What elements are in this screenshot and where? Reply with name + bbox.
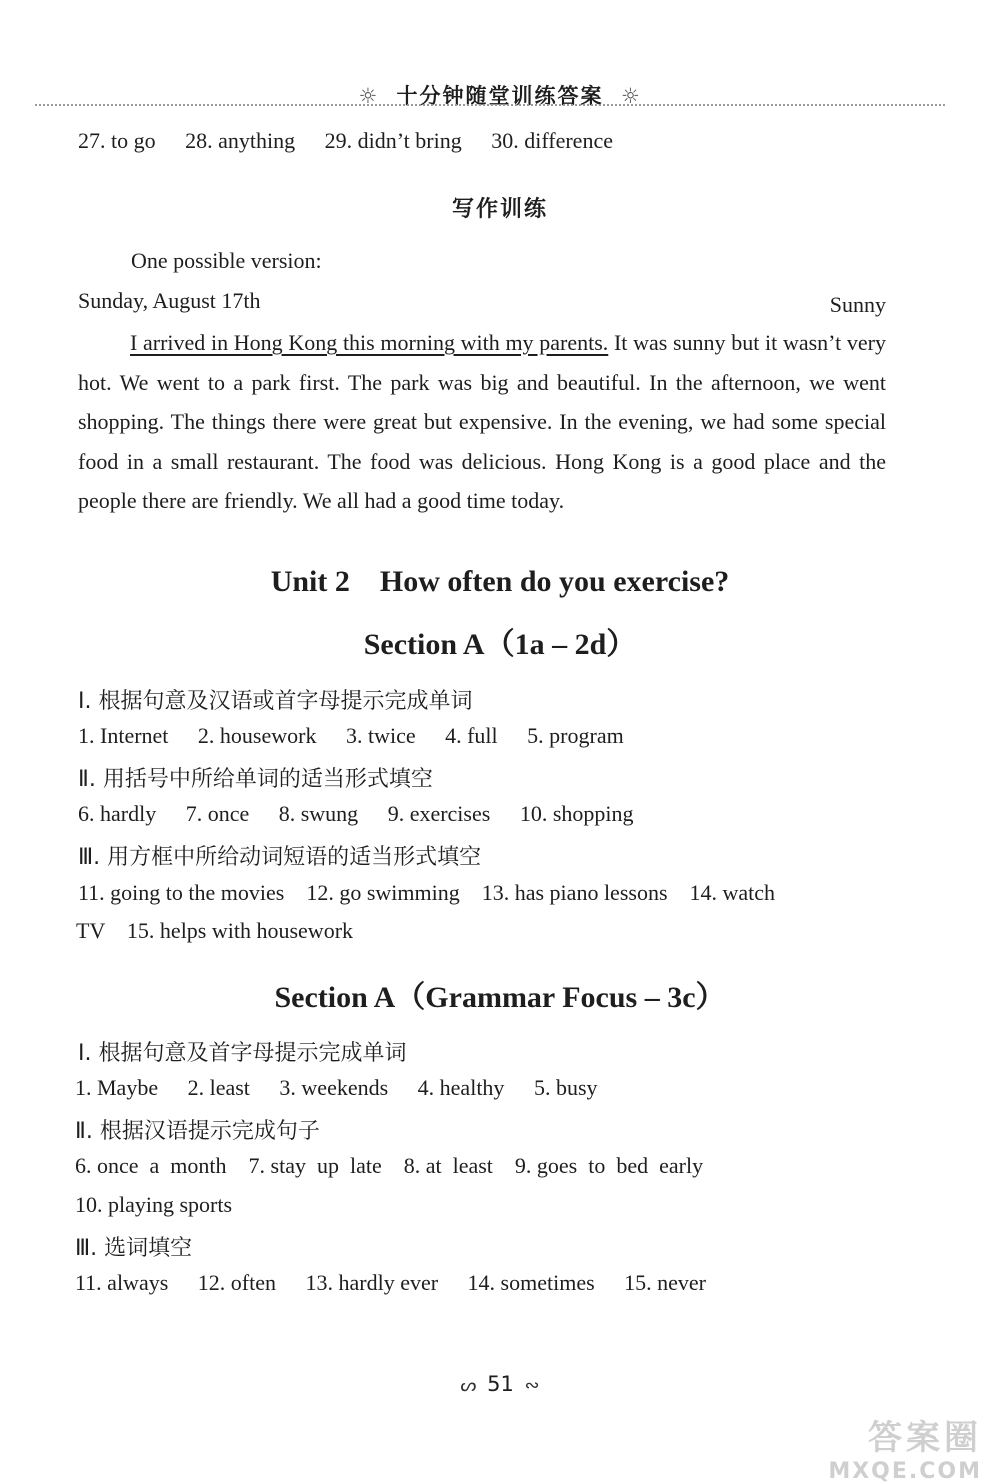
answer-item: 3. twice <box>345 723 416 748</box>
underlined-sentence: I arrived in Hong Kong this morning with my parents. <box>130 330 609 355</box>
answer-line: TV 15. helps with housework <box>76 918 354 943</box>
answer-item: 7. once <box>185 801 250 826</box>
part-heading: Ⅲ. 用方框中所给动词短语的适当形式填空 <box>78 845 482 870</box>
answer-item: 15. never <box>624 1270 707 1295</box>
answer-item: 29. didn’t bring <box>324 128 462 153</box>
answer-item: 6. hardly <box>78 801 157 826</box>
answer-line <box>75 1075 622 1101</box>
part-heading: Ⅱ. 根据汉语提示完成句子 <box>75 1119 320 1144</box>
writing-body: It was sunny but it wasn’t very hot. We went to a park first. The park was big and beautiful. In the afternoon, we went shopping. The things there were great but expensive. In the evening, we had some special food in a small restaurant. The food was delicious. Hong Kong is a good place and the people there are friendly. We all had a good time today. <box>78 330 886 513</box>
answer-item: 27. to go <box>78 128 156 153</box>
answer-item: 11. always <box>75 1270 169 1295</box>
writing-paragraph <box>78 323 886 521</box>
answer-item: 3. weekends <box>279 1075 389 1100</box>
answer-item: 13. hardly ever <box>305 1270 439 1295</box>
watermark-url: MXQE.COM <box>828 1459 982 1484</box>
answer-line-27-30 <box>78 128 637 154</box>
answer-item: 8. swung <box>278 801 359 826</box>
answer-item: 5. program <box>527 723 624 748</box>
answer-item: 30. difference <box>491 128 613 153</box>
part-heading: Ⅰ. 根据句意及首字母提示完成单词 <box>78 1041 407 1066</box>
answer-item: 14. sometimes <box>467 1270 595 1295</box>
flower-icon: ☼ <box>358 84 380 108</box>
header-divider <box>35 104 945 106</box>
writing-title: 写作训练 <box>451 197 548 222</box>
swirl-left-icon: ᔕ <box>460 1375 477 1396</box>
flower-icon: ☼ <box>620 84 642 108</box>
part-heading: Ⅰ. 根据句意及汉语或首字母提示完成单词 <box>78 689 473 714</box>
part-heading: Ⅲ. 选词填空 <box>75 1236 193 1261</box>
swirl-right-icon: ∾ <box>524 1375 540 1396</box>
page-number: 51 <box>487 1372 514 1396</box>
header-title: 十分钟随堂训练答案 <box>396 84 604 108</box>
answer-line <box>78 723 648 749</box>
answer-item: 12. often <box>197 1270 276 1295</box>
answer-item: 9. exercises <box>387 801 491 826</box>
answer-item: 2. least <box>187 1075 250 1100</box>
unit-title-text: Unit 2 How often do you exercise? <box>270 565 730 598</box>
unit-title <box>0 565 1000 599</box>
writing-weather: Sunny <box>829 292 886 317</box>
answer-item: 1. Maybe <box>75 1075 159 1100</box>
answer-line: 10. playing sports <box>75 1192 233 1217</box>
answer-item: 4. healthy <box>417 1075 505 1100</box>
answer-item: 4. full <box>445 723 498 748</box>
answer-item: 2. housework <box>197 723 317 748</box>
answer-item: 1. Internet <box>78 723 169 748</box>
watermark <box>828 1410 982 1484</box>
page-footer <box>0 1372 1000 1396</box>
answer-item: 28. anything <box>185 128 296 153</box>
watermark-logo: 答案圈 <box>868 1418 982 1458</box>
section-title-1a-2d: Section A（1a – 2d） <box>363 628 637 661</box>
answer-line: 6. once a month 7. stay up late 8. at least 9. goes to bed early <box>75 1153 704 1178</box>
answer-line <box>78 801 658 827</box>
writing-intro: One possible version: <box>131 248 322 273</box>
answer-item: 5. busy <box>533 1075 598 1100</box>
part-heading: Ⅱ. 用括号中所给单词的适当形式填空 <box>78 767 433 792</box>
answer-line: 11. going to the movies 12. go swimming 13. has piano lessons 14. watch <box>78 880 776 905</box>
answer-item: 10. shopping <box>519 801 634 826</box>
answer-line <box>75 1270 730 1296</box>
writing-date: Sunday, August 17th <box>78 288 261 313</box>
section-title-grammar-focus: Section A（Grammar Focus – 3c） <box>274 981 726 1014</box>
